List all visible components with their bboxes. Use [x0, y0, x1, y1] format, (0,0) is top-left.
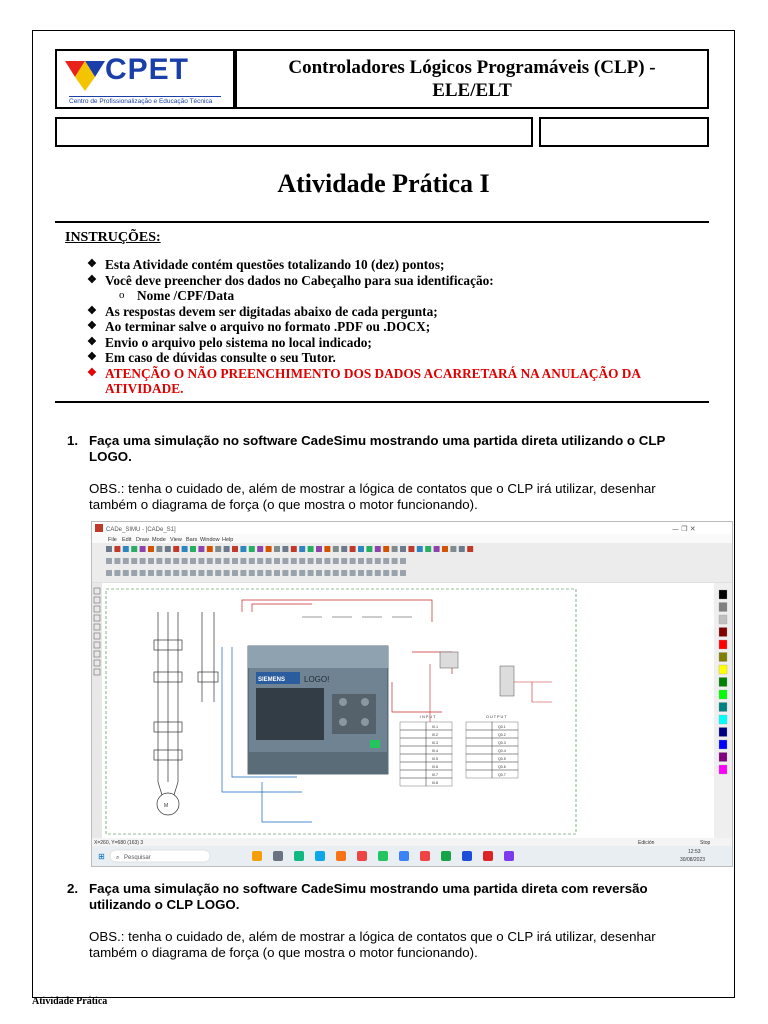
toolbar-button[interactable]: [106, 570, 112, 576]
color-swatch[interactable]: [719, 728, 727, 737]
toolbar-button[interactable]: [282, 546, 288, 552]
toolbar-button[interactable]: [156, 570, 162, 576]
input-address: I0.1: [432, 725, 438, 729]
toolbar-button[interactable]: [240, 570, 246, 576]
toolbar-button[interactable]: [249, 546, 255, 552]
toolbar-button[interactable]: [232, 546, 238, 552]
clock-date: 30/08/2023: [680, 857, 706, 863]
diamond-bullet-icon: ❖: [87, 320, 97, 332]
toolbar-button[interactable]: [274, 558, 280, 564]
toolbar-button[interactable]: [198, 570, 204, 576]
toolbar-button[interactable]: [182, 546, 188, 552]
question-text: Faça uma simulação no software CadeSimu mostrando uma partida direta com reversão utilizando o CLP LOGO.: [89, 881, 648, 912]
taskbar-app-icon[interactable]: [357, 851, 367, 861]
logo-cell: [55, 49, 235, 109]
list-item: ❖ Esta Atividade contém questões totalizando 10 (dez) pontos;: [87, 257, 445, 272]
toolbar-button[interactable]: [299, 546, 305, 552]
color-swatch[interactable]: [719, 665, 727, 674]
list-item: ❖ Envio o arquivo pelo sistema no local indicado;: [87, 334, 372, 350]
toolbar-button[interactable]: [282, 558, 288, 564]
color-swatch[interactable]: [719, 590, 727, 599]
taskbar-search: Pesquisar: [124, 855, 151, 861]
toolbar-button[interactable]: [232, 558, 238, 564]
menu-edit: Edit: [122, 537, 132, 543]
toolbar-button[interactable]: [383, 570, 389, 576]
toolbar-button[interactable]: [249, 570, 255, 576]
taskbar-app-icon[interactable]: [420, 851, 430, 861]
color-swatch[interactable]: [719, 628, 727, 637]
toolbar-button[interactable]: [316, 558, 322, 564]
color-swatch[interactable]: [719, 765, 727, 774]
toolbar-button[interactable]: [131, 546, 137, 552]
toolbar-button[interactable]: [114, 558, 120, 564]
status-state: Stop: [700, 840, 711, 846]
toolbar-button[interactable]: [392, 546, 398, 552]
svg-text:— ❐ ✕: — ❐ ✕: [672, 525, 696, 533]
color-swatch[interactable]: [719, 753, 727, 762]
toolbar-button[interactable]: [417, 546, 423, 552]
menu-view: View: [170, 537, 182, 543]
list-item: ❖ As respostas devem ser digitadas abaixo de cada pergunta;: [87, 303, 438, 319]
toolbar-button[interactable]: [467, 546, 473, 552]
toolbar-button[interactable]: [341, 546, 347, 552]
input-address: I0.8: [432, 781, 438, 785]
status-coords: X=260, Y=680 (163) 3: [94, 840, 144, 846]
toolbar-button[interactable]: [400, 558, 406, 564]
toolbar-button[interactable]: [266, 546, 272, 552]
color-swatch[interactable]: [719, 703, 727, 712]
question-number: 2.: [67, 881, 79, 896]
color-swatch[interactable]: [719, 740, 727, 749]
toolbar-button[interactable]: [459, 546, 465, 552]
menu-draw: Draw: [136, 537, 149, 543]
menu-file: File: [108, 537, 117, 543]
toolbar-button[interactable]: [148, 570, 154, 576]
toolbar-button[interactable]: [324, 546, 330, 552]
toolbar-button[interactable]: [123, 570, 129, 576]
output-address: Q0.4: [498, 749, 506, 753]
color-swatch[interactable]: [719, 690, 727, 699]
color-swatch[interactable]: [719, 653, 727, 662]
toolbar-button[interactable]: [173, 558, 179, 564]
status-mode: Edición: [638, 840, 655, 846]
toolbar-button[interactable]: [232, 570, 238, 576]
date-field[interactable]: [539, 117, 709, 147]
output-address: Q0.6: [498, 765, 506, 769]
taskbar-app-icon[interactable]: [504, 851, 514, 861]
toolbar-button[interactable]: [240, 558, 246, 564]
output-address: Q0.3: [498, 741, 506, 745]
color-palette: [719, 590, 727, 774]
toolbar-button[interactable]: [299, 570, 305, 576]
taskbar-app-icon[interactable]: [441, 851, 451, 861]
toolbar-button[interactable]: [249, 558, 255, 564]
divider-bottom: [55, 401, 709, 403]
toolbar-button[interactable]: [299, 558, 305, 564]
toolbar-button[interactable]: [190, 558, 196, 564]
taskbar-app-icon[interactable]: [315, 851, 325, 861]
toolbar-button[interactable]: [308, 570, 314, 576]
toolbar-button[interactable]: [198, 558, 204, 564]
toolbar-button[interactable]: [324, 558, 330, 564]
toolbar-button[interactable]: [182, 570, 188, 576]
toolbar-button[interactable]: [375, 546, 381, 552]
diamond-bullet-icon: ❖: [87, 304, 97, 317]
color-swatch[interactable]: [719, 678, 727, 687]
toolbar-button[interactable]: [123, 546, 129, 552]
toolbar-button[interactable]: [257, 558, 263, 564]
toolbar-button[interactable]: [383, 558, 389, 564]
input-address: I0.5: [432, 757, 438, 761]
name-field[interactable]: [55, 117, 533, 147]
toolbar-button[interactable]: [400, 546, 406, 552]
toolbar-button[interactable]: [350, 546, 356, 552]
toolbar-button[interactable]: [434, 546, 440, 552]
toolbar-button[interactable]: [392, 570, 398, 576]
toolbar-button[interactable]: [123, 558, 129, 564]
question-obs: OBS.: tenha o cuidado de, além de mostrar a lógica de contatos que o CLP irá utilizar, desenhar também o diagrama de força (o que mostra o motor funcionando).: [89, 929, 656, 960]
divider-top: [55, 221, 709, 223]
toolbar-button[interactable]: [140, 570, 146, 576]
toolbar-button[interactable]: [350, 558, 356, 564]
toolbar-button[interactable]: [442, 546, 448, 552]
svg-text:I N P U T: I N P U T: [420, 715, 436, 719]
toolbar-button[interactable]: [165, 558, 171, 564]
toolbar-button[interactable]: [148, 546, 154, 552]
toolbar-button[interactable]: [341, 558, 347, 564]
toolbar-button[interactable]: [358, 546, 364, 552]
menu-mode: Mode: [152, 537, 166, 543]
color-swatch[interactable]: [719, 715, 727, 724]
toolbar-button[interactable]: [333, 546, 339, 552]
clock-time: 12:53: [688, 849, 701, 855]
taskbar-app-icon[interactable]: [462, 851, 472, 861]
output-address: Q0.7: [498, 773, 506, 777]
output-address: Q0.5: [498, 757, 506, 761]
toolbar-button[interactable]: [316, 546, 322, 552]
toolbar-button[interactable]: [140, 558, 146, 564]
input-address: I0.4: [432, 749, 438, 753]
toolbar-button[interactable]: [333, 558, 339, 564]
toolbar-button[interactable]: [173, 546, 179, 552]
document-title: Atividade Prática I: [277, 169, 490, 198]
taskbar-app-icon[interactable]: [399, 851, 409, 861]
search-icon: ⌕: [116, 854, 120, 861]
question-number: 1.: [67, 433, 79, 448]
list-item: ❖ Você deve preencher dos dados no Cabeçalho para sua identificação:: [87, 272, 494, 288]
toolbar-button[interactable]: [215, 558, 221, 564]
diamond-bullet-icon: ❖: [87, 366, 97, 379]
instructions-heading: INSTRUÇÕES:: [65, 230, 161, 245]
toolbar-button[interactable]: [375, 570, 381, 576]
toolbar-button[interactable]: [274, 570, 280, 576]
list-item: o Nome /CPF/Data: [119, 288, 235, 303]
toolbar-button[interactable]: [240, 546, 246, 552]
toolbar-button[interactable]: [291, 546, 297, 552]
toolbar-button[interactable]: [215, 570, 221, 576]
instructions-list: [73, 257, 713, 397]
question-text: Faça uma simulação no software CadeSimu mostrando uma partida direta utilizando o CLP LOGO.: [89, 433, 666, 464]
drawing-canvas: [102, 583, 714, 838]
toolbar-button[interactable]: [366, 558, 372, 564]
toolbar-button[interactable]: [375, 558, 381, 564]
taskbar-app-icon[interactable]: [252, 851, 262, 861]
color-swatch[interactable]: [719, 615, 727, 624]
toolbar-button[interactable]: [383, 546, 389, 552]
toolbar-button[interactable]: [156, 546, 162, 552]
toolbar-button[interactable]: [207, 546, 213, 552]
page-footer: Atividade Prática: [32, 996, 108, 1007]
toolbar-button[interactable]: [358, 558, 364, 564]
toolbar-button[interactable]: [358, 570, 364, 576]
toolbar-button[interactable]: [148, 558, 154, 564]
toolbar-button[interactable]: [257, 546, 263, 552]
toolbar-button[interactable]: [282, 570, 288, 576]
toolbar-button[interactable]: [140, 546, 146, 552]
toolbar-button[interactable]: [182, 558, 188, 564]
diamond-bullet-icon: ❖: [87, 335, 97, 348]
toolbar-button[interactable]: [316, 570, 322, 576]
toolbar-button[interactable]: [324, 570, 330, 576]
input-address: I0.3: [432, 741, 438, 745]
taskbar-app-icon[interactable]: [294, 851, 304, 861]
menu-help: Help: [222, 537, 234, 543]
toolbar-button[interactable]: [392, 558, 398, 564]
toolbar-button[interactable]: [165, 546, 171, 552]
input-address: I0.2: [432, 733, 438, 737]
warning-item: ❖ ATENÇÃO O NÃO PREENCHIMENTO DOS DADOS ACARRETARÁ NA ANULAÇÃO DA ATIVIDADE.: [87, 365, 641, 396]
menu-window: Window: [200, 537, 220, 543]
toolbar-button[interactable]: [350, 570, 356, 576]
toolbar-button[interactable]: [207, 558, 213, 564]
toolbar-button[interactable]: [450, 546, 456, 552]
question-obs: OBS.: tenha o cuidado de, além de mostrar a lógica de contatos que o CLP irá utilizar, desenhar também o diagrama de força (o que mostra o motor funcionando).: [89, 481, 656, 512]
toolbar-button[interactable]: [400, 570, 406, 576]
toolbar-button[interactable]: [291, 570, 297, 576]
svg-text:O U T P U T: O U T P U T: [486, 715, 507, 719]
toolbar-button[interactable]: [257, 570, 263, 576]
page-frame: [32, 30, 735, 998]
taskbar-app-icon[interactable]: [378, 851, 388, 861]
circle-bullet-icon: o: [119, 289, 125, 301]
cadesimu-screenshot: [91, 521, 733, 867]
color-swatch[interactable]: [719, 603, 727, 612]
toolbar-button[interactable]: [308, 546, 314, 552]
toolbar-button[interactable]: [173, 570, 179, 576]
cpet-logo-icon: [63, 57, 107, 93]
toolbar-button[interactable]: [266, 570, 272, 576]
question-1: [67, 433, 707, 513]
plc-model: LOGO!: [304, 675, 330, 684]
toolbar-button[interactable]: [224, 558, 230, 564]
toolbar-button[interactable]: [366, 546, 372, 552]
toolbar-button[interactable]: [308, 558, 314, 564]
toolbar-button[interactable]: [425, 546, 431, 552]
toolbar-button[interactable]: [224, 546, 230, 552]
toolbar-button[interactable]: [190, 570, 196, 576]
toolbar-button[interactable]: [224, 570, 230, 576]
toolbar-button[interactable]: [131, 558, 137, 564]
toolbar-button[interactable]: [333, 570, 339, 576]
question-2: [67, 881, 707, 961]
logo-subtitle: Centro de Profissionalização e Educação Técnica: [69, 96, 221, 105]
toolbar-button[interactable]: [114, 570, 120, 576]
toolbar-button[interactable]: [106, 558, 112, 564]
toolbar-button[interactable]: [131, 570, 137, 576]
toolbar-button[interactable]: [106, 546, 112, 552]
input-address: I0.7: [432, 773, 438, 777]
toolbar-button[interactable]: [165, 570, 171, 576]
windows-start-icon: ⊞: [98, 852, 105, 861]
taskbar-app-icon[interactable]: [273, 851, 283, 861]
output-address: Q0.2: [498, 733, 506, 737]
toolbar-button[interactable]: [341, 570, 347, 576]
taskbar-app-icon[interactable]: [483, 851, 493, 861]
course-title-line2: ELE/ELT: [432, 80, 512, 101]
svg-text:M: M: [164, 803, 169, 809]
toolbar-button[interactable]: [215, 546, 221, 552]
diamond-bullet-icon: ❖: [87, 258, 97, 270]
course-title: [235, 49, 709, 109]
toolbar-button[interactable]: [408, 546, 414, 552]
output-address: Q0.1: [498, 725, 506, 729]
toolbar-button[interactable]: [207, 570, 213, 576]
toolbar-button[interactable]: [198, 546, 204, 552]
toolbar-button[interactable]: [156, 558, 162, 564]
toolbar-button[interactable]: [266, 558, 272, 564]
list-item: ❖ Em caso de dúvidas consulte o seu Tutor.: [87, 350, 336, 365]
logo-text: CPET: [105, 53, 190, 86]
taskbar-app-icon[interactable]: [336, 851, 346, 861]
diamond-bullet-icon: ❖: [87, 351, 97, 363]
window-title: CADe_SIMU - [CADe_S1]: [106, 527, 176, 533]
list-item: ❖ Ao terminar salve o arquivo no formato .PDF ou .DOCX;: [87, 319, 431, 334]
toolbar-button[interactable]: [190, 546, 196, 552]
toolbar-button[interactable]: [291, 558, 297, 564]
toolbar-button[interactable]: [114, 546, 120, 552]
toolbar-button[interactable]: [366, 570, 372, 576]
cadesimu-window: [92, 522, 732, 866]
input-address: I0.6: [432, 765, 438, 769]
toolbar-button[interactable]: [274, 546, 280, 552]
diamond-bullet-icon: ❖: [87, 273, 97, 286]
color-swatch[interactable]: [719, 640, 727, 649]
plc-brand: SIEMENS: [258, 677, 286, 683]
menu-bars: Bars: [186, 537, 198, 543]
course-title-line1: Controladores Lógicos Programáveis (CLP) -: [288, 57, 656, 78]
